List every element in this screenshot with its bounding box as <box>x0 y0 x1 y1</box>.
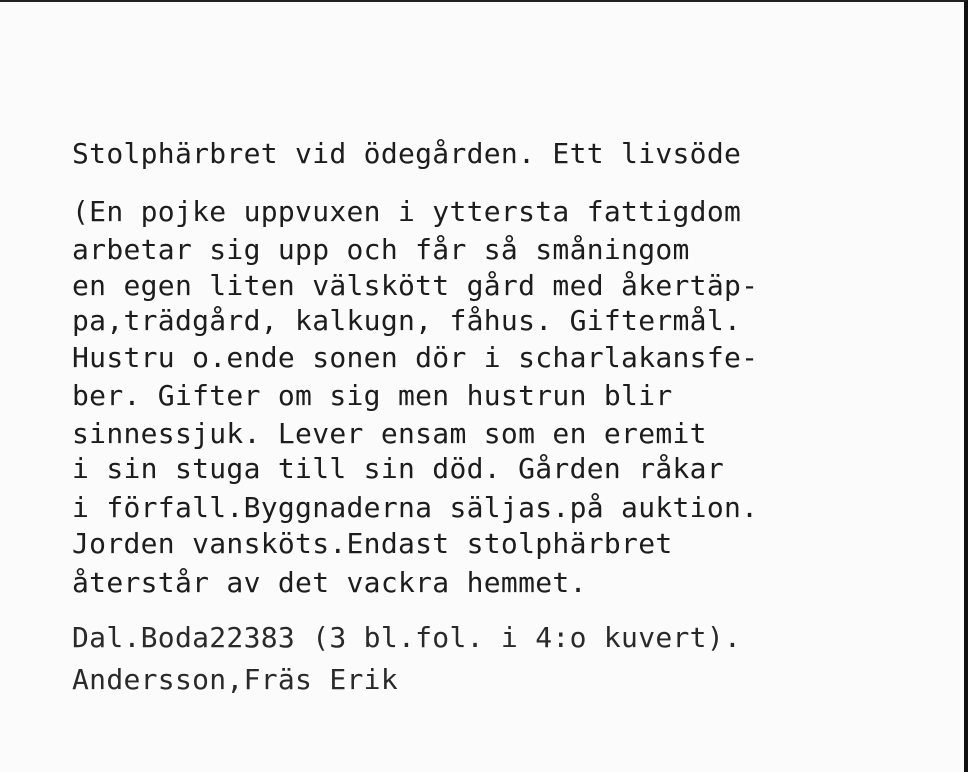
text-line: en egen liten välskött gård med åkertäp- <box>72 269 759 302</box>
text-line: ber. Gifter om sig men hustrun blir <box>72 379 673 412</box>
text-line: Jorden vansköts.Endast stolphärbret <box>72 527 673 560</box>
informant-name: Andersson,Fräs Erik <box>72 663 398 696</box>
text-line: i sin stuga till sin död. Gården råkar <box>72 452 724 485</box>
text-line: återstår av det vackra hemmet. <box>72 566 587 599</box>
text-line: (En pojke uppvuxen i yttersta fattigdom <box>72 195 742 228</box>
text-line: pa,trädgård, kalkugn, fåhus. Giftermål. <box>72 304 742 337</box>
archive-reference: Dal.Boda22383 (3 bl.fol. i 4:o kuvert). <box>72 621 742 654</box>
text-line: i förfall.Byggnaderna säljas.på auktion. <box>72 491 759 524</box>
text-line: sinnessjuk. Lever ensam som en eremit <box>72 417 707 450</box>
text-line: Stolphärbret vid ödegården. Ett livsöde <box>72 137 742 170</box>
text-line: Hustru o.ende sonen dör i scharlakansfe- <box>72 341 759 374</box>
text-line: arbetar sig upp och får så småningom <box>72 233 690 266</box>
